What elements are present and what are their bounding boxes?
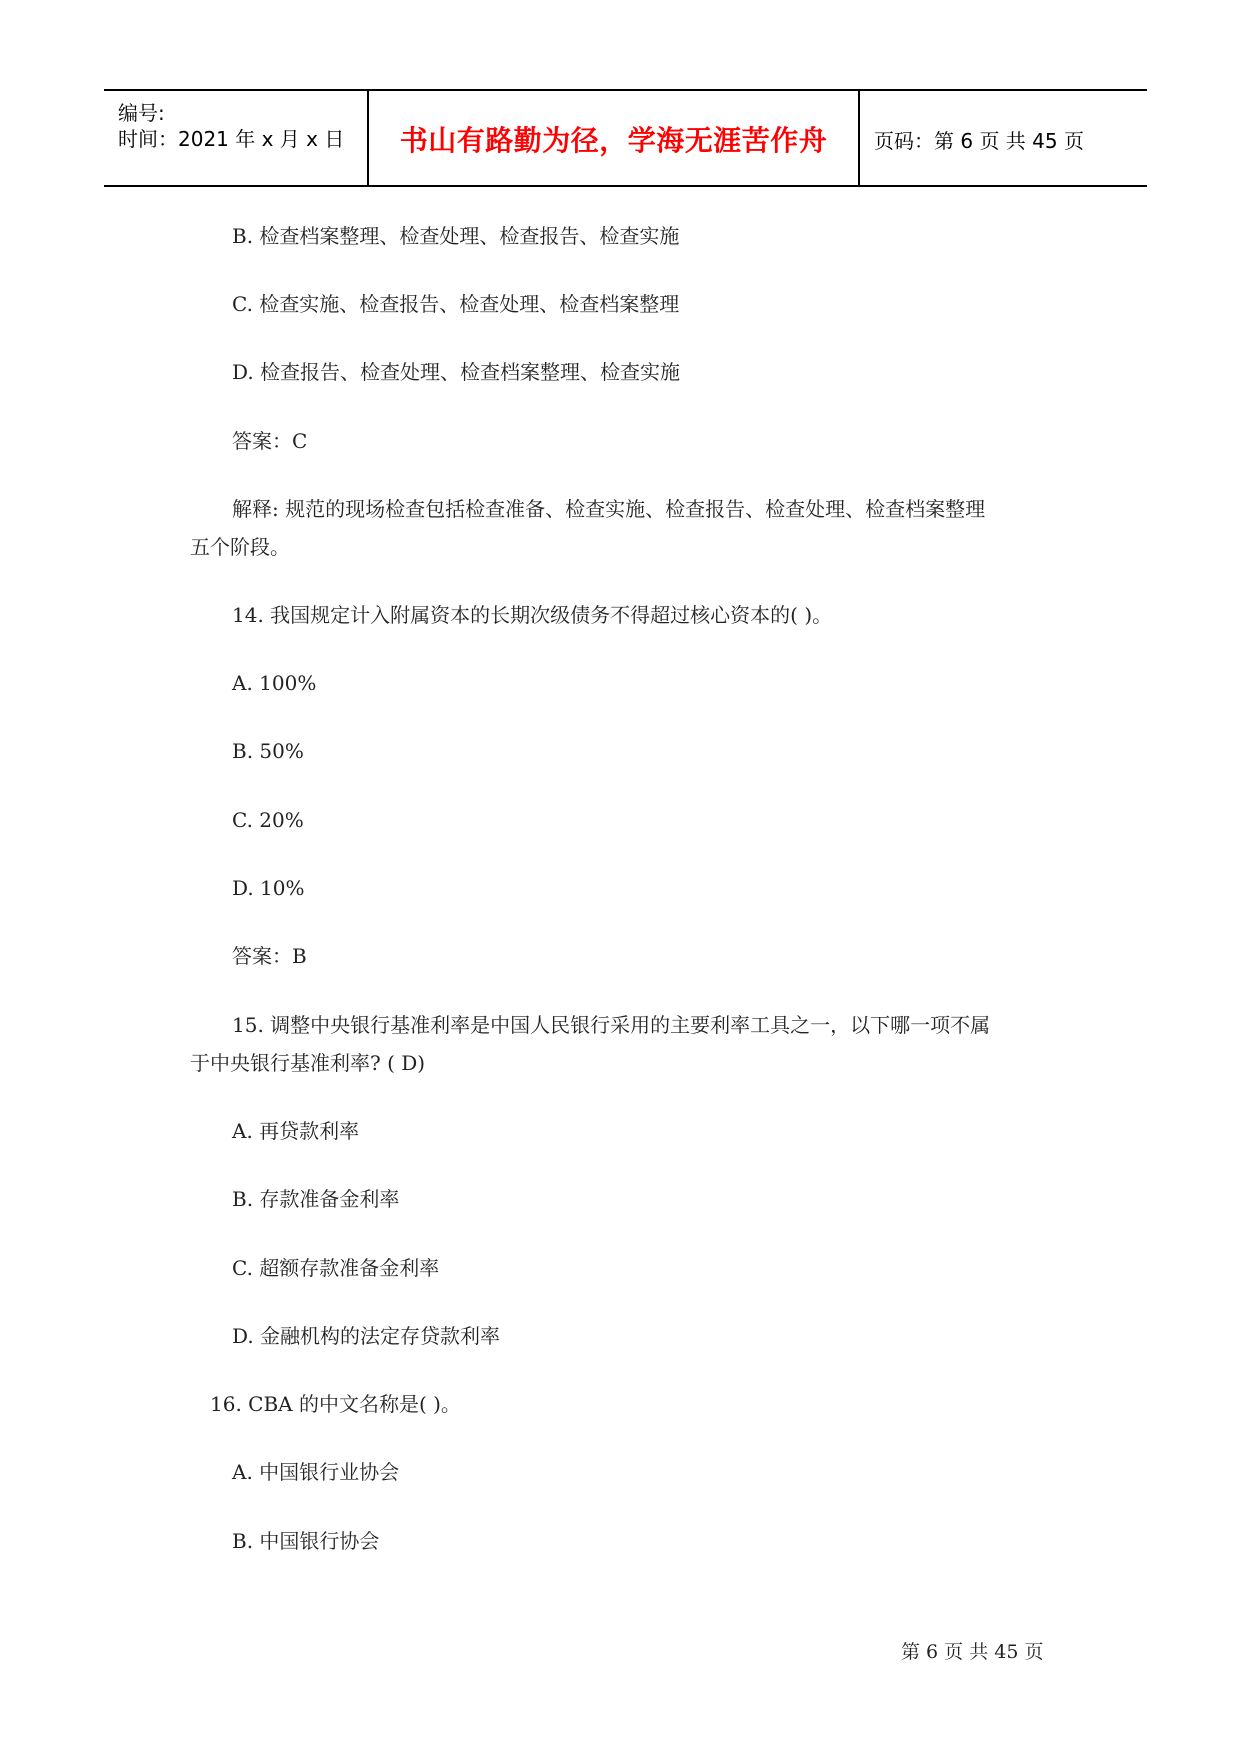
explanation-line: 解释: 规范的现场检查包括检查准备、检查实施、检查报告、检查处理、检查档案整理 [232, 497, 986, 521]
question-15: 15. 调整中央银行基准利率是中国人民银行采用的主要利率工具之一，以下哪一项不属 [232, 1013, 991, 1037]
header-divider [858, 91, 860, 185]
explanation-line: 五个阶段。 [190, 535, 290, 559]
option-a: A. 再贷款利率 [232, 1119, 360, 1143]
option-d: D. 检查报告、检查处理、检查档案整理、检查实施 [232, 360, 681, 384]
time-label: 时间：2021 年 x 月 x 日 [118, 127, 345, 151]
option-b: B. 检查档案整理、检查处理、检查报告、检查实施 [232, 224, 680, 248]
option-c: C. 超额存款准备金利率 [232, 1256, 440, 1280]
option-c: C. 20% [232, 808, 304, 832]
page-footer: 第 6 页 共 45 页 [901, 1641, 1044, 1663]
answer: 答案：B [232, 944, 307, 968]
header-page-info: 页码：第 6 页 共 45 页 [874, 129, 1084, 153]
serial-label: 编号: [118, 101, 165, 125]
option-a: A. 中国银行业协会 [232, 1460, 400, 1484]
option-d: D. 10% [232, 876, 305, 900]
answer: 答案：C [232, 429, 308, 453]
option-d: D. 金融机构的法定存贷款利率 [232, 1324, 501, 1348]
option-a: A. 100% [232, 671, 317, 695]
option-b: B. 存款准备金利率 [232, 1187, 400, 1211]
header-table [104, 89, 1147, 187]
option-c: C. 检查实施、检查报告、检查处理、检查档案整理 [232, 292, 680, 316]
option-b: B. 50% [232, 739, 304, 763]
header-motto: 书山有路勤为径，学海无涯苦作舟 [399, 124, 828, 157]
question-16: 16. CBA 的中文名称是( )。 [210, 1392, 461, 1416]
question-14: 14. 我国规定计入附属资本的长期次级债务不得超过核心资本的( )。 [232, 603, 833, 627]
question-15-cont: 于中央银行基准利率? ( D) [190, 1051, 426, 1075]
option-b: B. 中国银行协会 [232, 1529, 380, 1553]
